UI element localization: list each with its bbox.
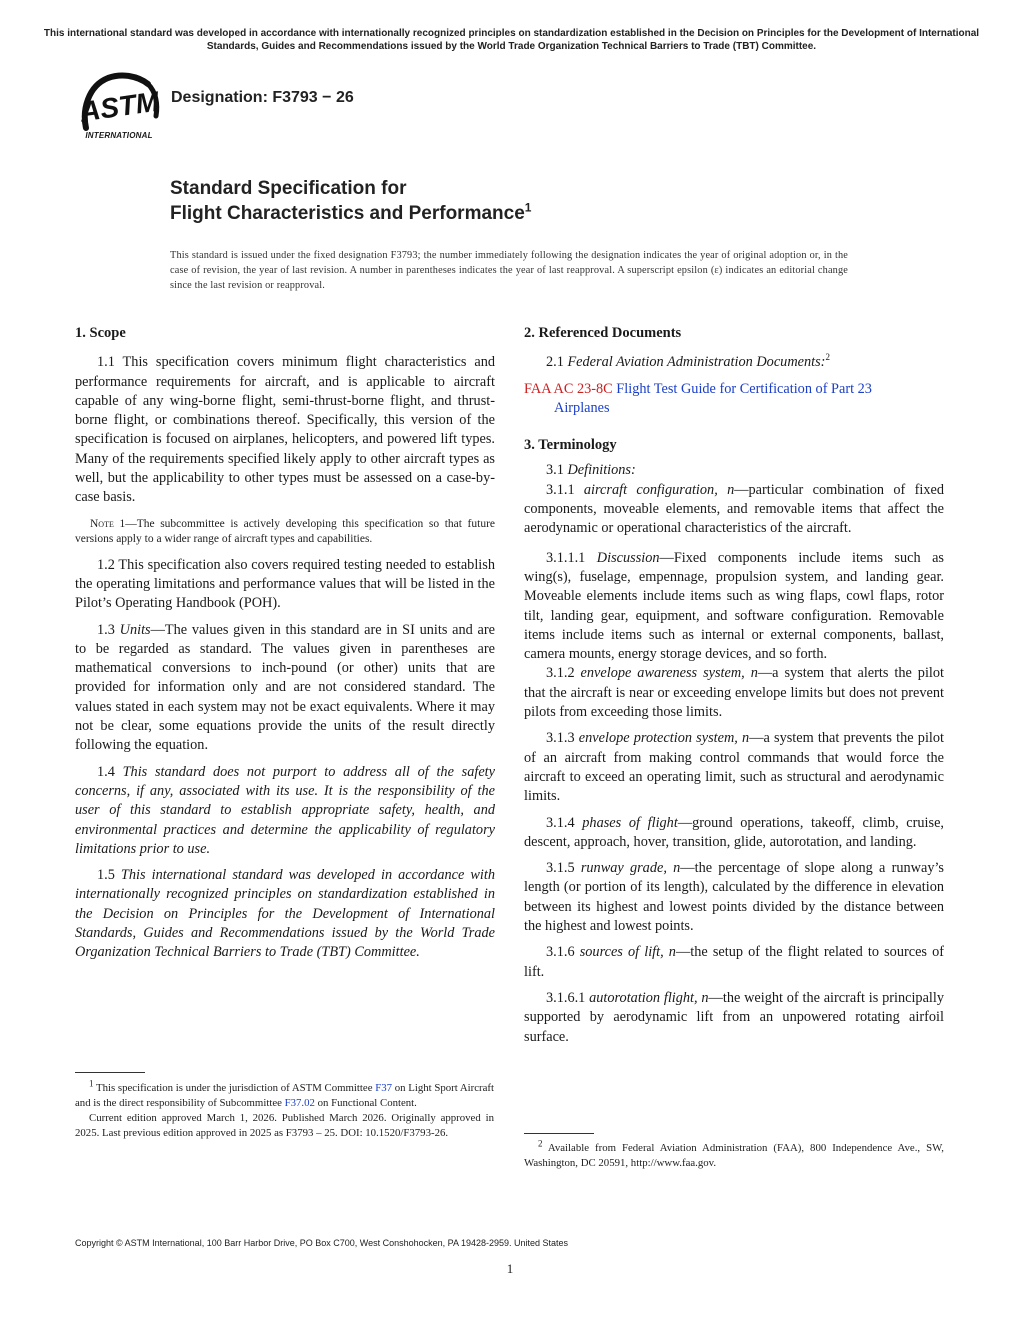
footnote-rule-right — [524, 1133, 594, 1134]
paragraph-1-4-number: 1.4 — [97, 763, 123, 780]
note-1-text: —The subcommittee is actively developing this specification so that future versions apply to a wider range of aircraft types and capabilities. — [75, 517, 496, 546]
astm-logo-text: ASTM — [78, 85, 161, 128]
definition-3-1-6 — [524, 943, 944, 982]
footnote-2-mark[interactable]: 2 — [825, 352, 830, 363]
title-line-1: Standard Specification for — [170, 178, 407, 199]
paragraph-1-3 — [75, 621, 495, 756]
astm-logo-mark — [78, 70, 162, 134]
footnote-2-body — [524, 1138, 944, 1171]
note-1 — [75, 517, 495, 548]
definition-3-1-2-term: envelope awareness system, n — [580, 665, 758, 682]
paragraph-3-1 — [524, 461, 944, 480]
definition-3-1-2-text: —a system that alerts the pilot that the aircraft is near or exceeding envelope limits but does not prevent pilots from exceeding those limits. — [524, 665, 945, 721]
footnote-rule-left — [75, 1072, 145, 1073]
paragraph-2-1 — [524, 353, 944, 372]
paragraph-2-1-number: 2.1 — [546, 354, 568, 371]
definition-3-1-6-text: —the setup of the flight related to sources of lift. — [524, 944, 945, 980]
left-column — [75, 324, 495, 970]
paragraph-1-2: 1.2 This specification also covers required testing needed to establish the operating limitations and performance values that will be listed in the Pilot’s Operating Handbook (POH). — [75, 556, 495, 612]
definition-3-1-2 — [524, 664, 944, 722]
copyright-line: Copyright © ASTM International, 100 Barr Harbor Drive, PO Box C700, West Conshohocken, PA 19428-2959. United States — [75, 1238, 569, 1248]
definition-3-1-6-number: 3.1.6 — [546, 944, 580, 961]
footnote-1-jurisdiction — [75, 1078, 494, 1111]
paragraph-1-4 — [75, 763, 495, 859]
paragraph-3-1-number: 3.1 — [546, 462, 568, 479]
footnote-1-edition: Current edition approved March 1, 2026. Published March 2026. Originally approved in 2025. Last previous edition approved in 2025 as F3793 – 25. DOI: 10.1520/F3793-26. — [75, 1112, 494, 1139]
footnote-2-number: 2 — [538, 1138, 543, 1149]
footnote-2-text: Available from Federal Aviation Administration (FAA), 800 Independence Ave., SW, Washington, DC 20591, http://www.faa.gov. — [524, 1142, 944, 1169]
definition-3-1-4 — [524, 814, 944, 853]
definition-3-1-1-text: —particular combination of fixed components, moveable elements, and removable items that affect the aerodynamic or operational characteristics of the aircraft. — [524, 481, 944, 537]
page-number: 1 — [506, 1261, 514, 1276]
definition-3-1-6-term: sources of lift, n — [579, 944, 676, 961]
paragraph-3-1-text: Definitions: — [567, 462, 636, 479]
note-1-label: Note 1 — [90, 517, 126, 530]
definition-3-1-3-term: envelope protection system, n — [578, 730, 750, 747]
section-3-heading: 3. Terminology — [524, 437, 617, 454]
definition-3-1-1-1-text: —Fixed components include items such as wing(s), fuselage, empennage, propulsion system, and landing gear. Moveable elements include items such as wing flaps, cowl flaps, rotor tilt, landing gear, equipment, and software configuration. Removable items include items such as internal or external components, ballast, camera mounts, energy storage devices, and so forth. — [524, 549, 944, 663]
title-line-2 — [170, 201, 531, 226]
subcommittee-f37-02-link[interactable]: F37.02 — [284, 1097, 315, 1109]
paragraph-1-1: 1.1 This specification covers minimum flight characteristics and performance requirements for aircraft, and is applicable to aircraft capable of any wing-borne flight, semi-thrust-borne flight, and thrust-borne flight, or combinations thereof. Specifically, this version of the specification is focused on airplanes, helicopters, and powered lift types. Many of the requirements specified likely apply to other aircraft types as well, but the applicability to other types must be assessed on a case-by-case basis. — [75, 354, 495, 506]
footnote-1-text-b: on Light Sport Aircraft and is the direct responsibility of Subcommittee — [75, 1082, 494, 1109]
definition-3-1-3-number: 3.1.3 — [546, 730, 579, 747]
footnote-1 — [75, 1078, 494, 1141]
designation: Designation: F3793 − 26 — [171, 89, 354, 106]
definition-3-1-6-1-number: 3.1.6.1 — [546, 989, 590, 1006]
definition-3-1-1 — [524, 481, 944, 539]
definition-3-1-2-number: 3.1.2 — [546, 665, 581, 682]
reference-title-link[interactable]: Flight Test Guide for Certification of Part 23 — [616, 380, 872, 397]
definition-3-1-1-1 — [524, 549, 944, 665]
right-column — [524, 324, 944, 1054]
astm-logo-caption: INTERNATIONAL — [85, 131, 153, 140]
definition-3-1-3-text: —a system that prevents the pilot of an aircraft from making control commands that would force the aircraft to exceed an operating limit, such as structural and aerodynamic limits. — [524, 730, 945, 805]
footnote-1-text-a: This specification is under the jurisdiction of ASTM Committee — [93, 1082, 376, 1094]
definition-3-1-1-term: aircraft configuration, n — [583, 481, 735, 498]
section-2-heading: 2. Referenced Documents — [524, 325, 682, 341]
definition-3-1-4-term: phases of flight — [582, 814, 678, 831]
footnote-1-text-c: on Functional Content. — [314, 1097, 417, 1109]
reference-code-link[interactable]: FAA AC 23-8C — [524, 380, 613, 397]
paragraph-2-1-text: Federal Aviation Administration Documents: — [567, 354, 826, 371]
definition-3-1-3 — [524, 729, 944, 806]
section-1-heading: 1. Scope — [75, 325, 126, 341]
definition-3-1-5-number: 3.1.5 — [546, 860, 581, 877]
definition-3-1-5 — [524, 859, 944, 936]
definition-3-1-1-number: 3.1.1 — [546, 481, 584, 498]
definition-3-1-5-text: —the percentage of slope along a runway’s length (or portion of its length), calculated by the difference in elevation between its highest and lowest points divided by the distance between the highest and lowest points. — [524, 860, 945, 935]
definition-3-1-5-term: runway grade, n — [580, 860, 681, 877]
definition-3-1-4-number: 3.1.4 — [546, 814, 583, 831]
footnote-1-mark: 1 — [89, 1078, 94, 1089]
paragraph-1-4-text: This standard does not purport to address all of the safety concerns, if any, associated with its use. It is the responsibility of the user of this standard to establish appropriate safety, health, and environmental practices and determine the applicability of regulatory limitations prior to use. — [75, 763, 495, 857]
paragraph-1-3-text: —The values given in this standard are in SI units and are to be regarded as standard. The values given in parentheses are mathematical conversions to inch-pound (or other) units that are provided for information only and are not considered standard. The values stated in each system may not be exact equivalents. Where it may not be clear, some equations provide the units of the result directly following the equation. — [75, 621, 495, 754]
paragraph-1-3-term: Units — [119, 621, 151, 638]
paragraph-1-3-number: 1.3 — [97, 621, 120, 638]
document-title — [170, 176, 531, 226]
reference-title-link-continued[interactable]: Airplanes — [554, 399, 610, 416]
definition-3-1-6-1 — [524, 989, 944, 1047]
definition-3-1-6-1-term: autorotation flight, n — [589, 989, 709, 1006]
committee-f37-link[interactable]: F37 — [375, 1082, 393, 1094]
standardization-notice: This international standard was developed in accordance with internationally recognized principles on standardization established in the Decision on Principles for the Development of International Standards, Guides and Recommendations issued by the World Trade Organization Technical Barriers to Trade (TBT) Committee. — [43, 28, 980, 52]
paragraph-1-5-text: This international standard was developed in accordance with internationally recognized principles on standardization established in the Decision on Principles for the Development of International Standards, Guides and Recommendations issued by the World Trade Organization Technical Barriers to Trade (TBT) Committee. — [75, 867, 495, 961]
paragraph-1-5 — [75, 866, 495, 962]
definition-3-1-1-1-term: Discussion — [596, 549, 660, 566]
definition-3-1-4-text: —ground operations, takeoff, climb, cruise, descent, approach, hover, transition, glide, autorotation, and landing. — [524, 814, 945, 850]
issuance-statement: This standard is issued under the fixed designation F3793; the number immediately following the designation indicates the year of original adoption or, in the case of revision, the year of last revision. A number in parentheses indicates the year of last reapproval. A superscript epsilon (ε) indicates an editorial change since the last revision or reapproval. — [170, 250, 848, 291]
definition-3-1-1-1-number: 3.1.1.1 — [546, 549, 597, 566]
paragraph-1-5-number: 1.5 — [97, 867, 121, 884]
title-line-2-text: Flight Characteristics and Performance — [170, 203, 525, 224]
title-footnote-mark[interactable]: 1 — [524, 200, 532, 215]
footnote-2 — [524, 1138, 944, 1171]
reference-faa-ac-23-8c[interactable] — [524, 380, 944, 419]
definition-3-1-6-1-text: —the weight of the aircraft is principally supported by aerodynamic lift from an unpowered rotating airfoil surface. — [524, 989, 945, 1045]
